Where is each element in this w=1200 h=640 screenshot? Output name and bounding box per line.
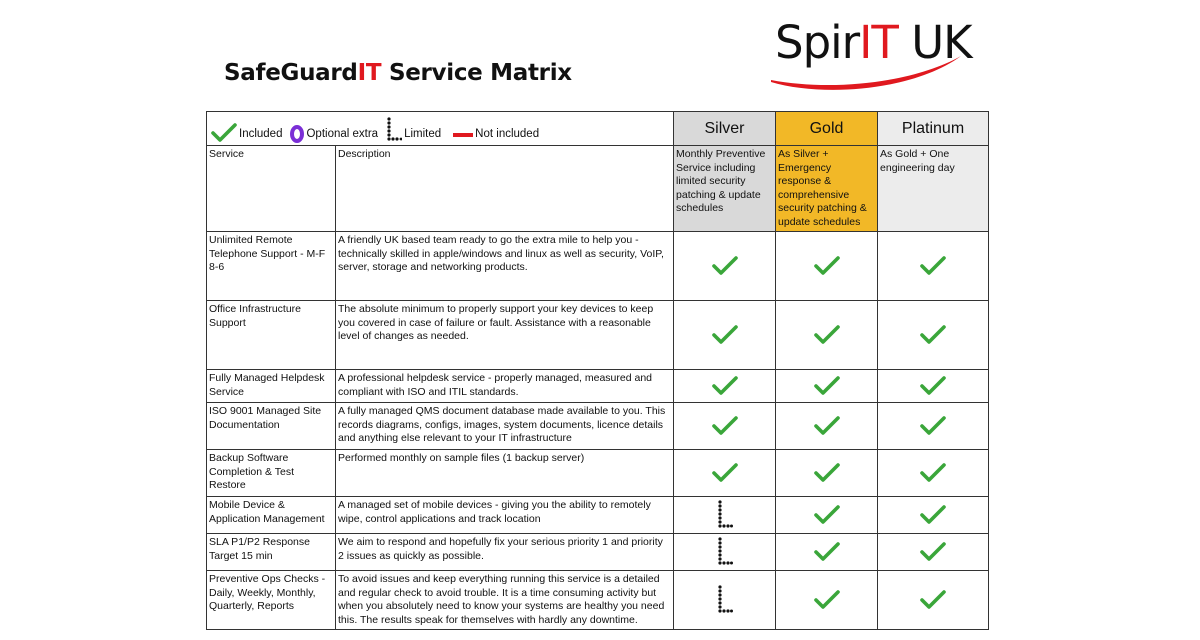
check-icon	[712, 462, 738, 484]
legend	[207, 112, 674, 146]
platinum-mark	[878, 403, 989, 450]
tier-gold: Gold	[776, 112, 878, 146]
logo-main: Spir	[775, 16, 860, 69]
legend-limited-label: Limited	[404, 128, 442, 140]
check-icon	[920, 324, 946, 346]
check-icon	[712, 375, 738, 397]
service-name: Fully Managed Helpdesk Service	[207, 370, 336, 403]
logo-swoosh-icon	[765, 12, 965, 90]
service-description: To avoid issues and keep everything running this service is a detailed and regular check to avoid trouble. It is a time consuming activity but when you absolutely need to know your systems are healthy you need this. The results speak for themselves with hardly any downtime.	[336, 571, 674, 630]
platinum-mark	[878, 232, 989, 301]
silver-description: Monthly Preventive Service including limited security patching & update schedules	[674, 146, 776, 232]
gold-mark	[776, 403, 878, 450]
company-logo	[765, 12, 972, 90]
limited-icon	[386, 117, 402, 143]
service-name: Mobile Device & Application Management	[207, 497, 336, 534]
silver-mark	[674, 450, 776, 497]
check-icon	[920, 415, 946, 437]
check-icon	[920, 375, 946, 397]
legend-included	[211, 123, 282, 143]
silver-mark	[674, 301, 776, 370]
service-description: Performed monthly on sample files (1 backup server)	[336, 450, 674, 497]
platinum-mark	[878, 450, 989, 497]
platinum-mark	[878, 497, 989, 534]
check-icon	[814, 504, 840, 526]
table-row	[207, 232, 989, 301]
table-row	[207, 370, 989, 403]
check-icon	[920, 255, 946, 277]
service-description: A professional helpdesk service - properly managed, measured and compliant with ISO and ITIL standards.	[336, 370, 674, 403]
check-icon	[814, 415, 840, 437]
platinum-mark	[878, 534, 989, 571]
gold-mark	[776, 370, 878, 403]
service-description: A fully managed QMS document database made available to you. This records diagrams, configs, images, system documents, licence details and anything else relevant to your IT infrastructure	[336, 403, 674, 450]
check-icon	[920, 504, 946, 526]
silver-mark	[674, 232, 776, 301]
logo-accent: IT	[859, 16, 898, 69]
limited-icon	[717, 500, 733, 530]
check-icon	[211, 123, 237, 143]
gold-mark	[776, 232, 878, 301]
service-matrix-table	[206, 111, 989, 630]
platinum-description: As Gold + One engineering day	[878, 146, 989, 232]
table-row	[207, 403, 989, 450]
service-description: A managed set of mobile devices - giving you the ability to remotely wipe, control applications and track location	[336, 497, 674, 534]
legend-included-label: Included	[239, 128, 283, 140]
table-row	[207, 497, 989, 534]
silver-mark	[674, 370, 776, 403]
legend-not-included	[449, 128, 539, 143]
gold-mark	[776, 534, 878, 571]
title-prefix: SafeGuard	[224, 60, 358, 86]
table-row	[207, 450, 989, 497]
check-icon	[814, 375, 840, 397]
check-icon	[712, 324, 738, 346]
limited-icon	[717, 537, 733, 567]
silver-mark	[674, 403, 776, 450]
legend-optional	[290, 125, 378, 143]
gold-mark	[776, 301, 878, 370]
service-name: SLA P1/P2 Response Target 15 min	[207, 534, 336, 571]
title-accent: IT	[357, 60, 382, 86]
logo-tail: UK	[897, 16, 972, 69]
tier-silver: Silver	[674, 112, 776, 146]
check-icon	[712, 415, 738, 437]
legend-optional-label: Optional extra	[306, 128, 379, 140]
check-icon	[814, 462, 840, 484]
check-icon	[814, 541, 840, 563]
check-icon	[920, 541, 946, 563]
service-name: Preventive Ops Checks - Daily, Weekly, Monthly, Quarterly, Reports	[207, 571, 336, 630]
service-description: The absolute minimum to properly support your key devices to keep you covered in case of failure or fault. Assistance with a reasonable level of changes as needed.	[336, 301, 674, 370]
service-name: Backup Software Completion & Test Restore	[207, 450, 336, 497]
title-suffix: Service Matrix	[381, 60, 572, 86]
silver-mark	[674, 497, 776, 534]
gold-description: As Silver + Emergency response & comprehensive security patching & update schedules	[776, 146, 878, 232]
platinum-mark	[878, 301, 989, 370]
limited-icon	[717, 585, 733, 615]
check-icon	[814, 324, 840, 346]
table-row	[207, 534, 989, 571]
legend-row	[207, 112, 989, 146]
service-description: A friendly UK based team ready to go the extra mile to help you - technically skilled in apple/windows and linux as well as security, VoIP, server, storage and networking products.	[336, 232, 674, 301]
table-row	[207, 301, 989, 370]
service-name: ISO 9001 Managed Site Documentation	[207, 403, 336, 450]
description-header: Description	[336, 146, 674, 232]
tier-platinum: Platinum	[878, 112, 989, 146]
check-icon	[814, 589, 840, 611]
not-included-icon	[453, 133, 473, 137]
silver-mark	[674, 571, 776, 630]
table-row	[207, 571, 989, 630]
silver-mark	[674, 534, 776, 571]
platinum-mark	[878, 571, 989, 630]
gold-mark	[776, 571, 878, 630]
check-icon	[920, 462, 946, 484]
header-row	[207, 146, 989, 232]
gold-mark	[776, 497, 878, 534]
gold-mark	[776, 450, 878, 497]
legend-limited	[386, 117, 441, 143]
legend-not-included-label: Not included	[475, 128, 540, 140]
service-name: Unlimited Remote Telephone Support - M-F 8-6	[207, 232, 336, 301]
service-name: Office Infrastructure Support	[207, 301, 336, 370]
page-title	[224, 60, 572, 86]
check-icon	[814, 255, 840, 277]
platinum-mark	[878, 370, 989, 403]
check-icon	[712, 255, 738, 277]
optional-extra-icon	[290, 125, 304, 143]
check-icon	[920, 589, 946, 611]
service-header: Service	[207, 146, 336, 232]
service-description: We aim to respond and hopefully fix your serious priority 1 and priority 2 issues as quickly as possible.	[336, 534, 674, 571]
